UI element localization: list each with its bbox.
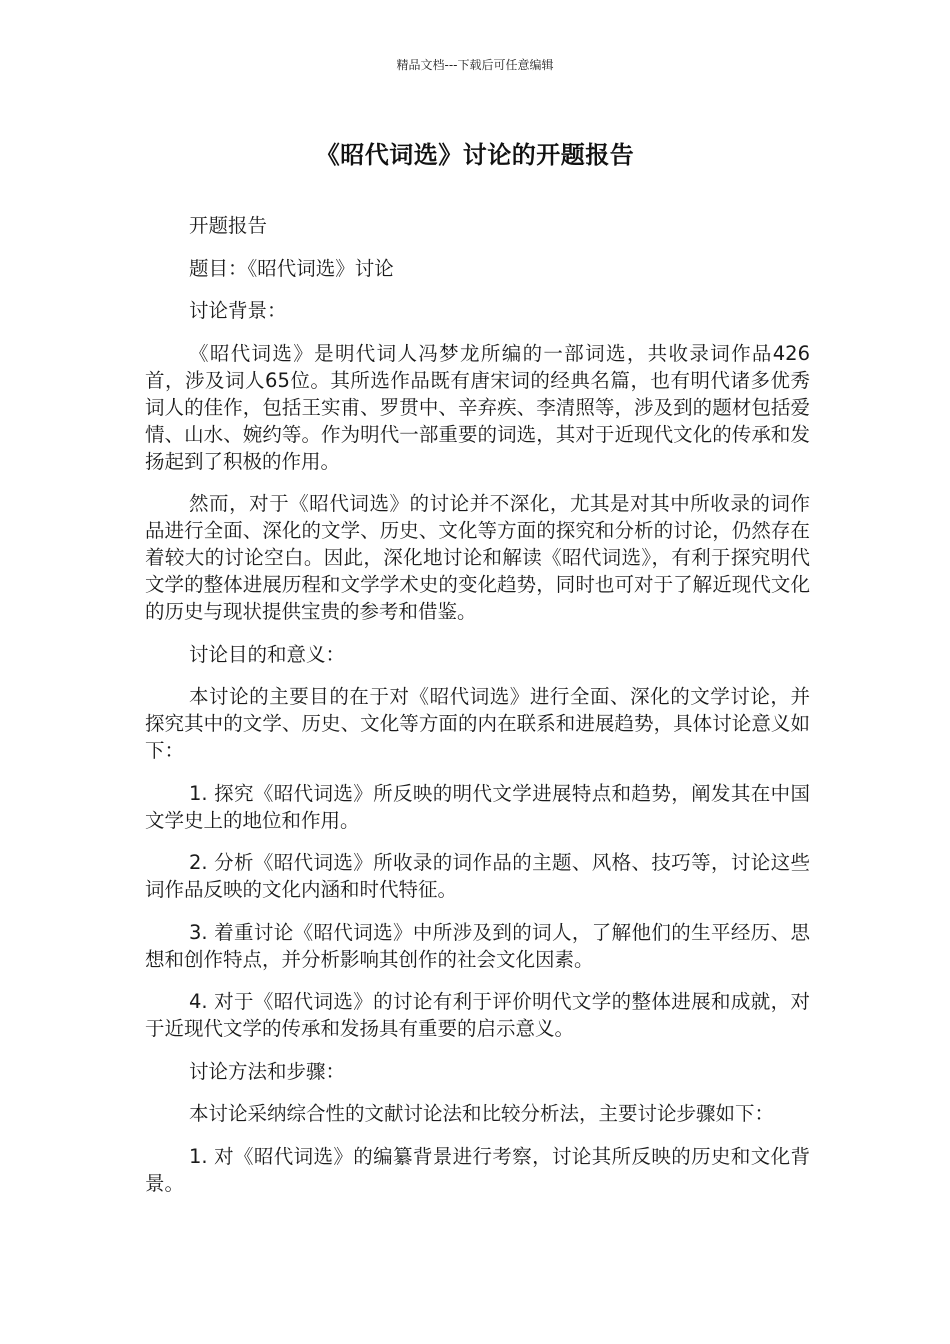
document-title: 《昭代词选》讨论的开题报告 [315, 141, 635, 169]
list-item-method-1: 1. 对《昭代词选》的编纂背景进行考察，讨论其所反映的历史和文化背景。 [145, 1144, 810, 1195]
list-item-purpose-3: 3. 着重讨论《昭代词选》中所涉及到的词人，了解他们的生平经历、思想和创作特点，并分析影响其创作的社会文化因素。 [145, 920, 810, 971]
list-item-purpose-4: 4. 对于《昭代词选》的讨论有利于评价明代文学的整体进展和成就，对于近现代文学的传承和发扬具有重要的启示意义。 [145, 990, 810, 1040]
paragraph-background-1: 《昭代词选》是明代词人冯梦龙所编的一部词选，共收录词作品426首，涉及词人65位。其所选作品既有唐宋词的经典名篇，也有明代诸多优秀词人的佳作，包括王实甫、罗贯中、辛弃疾、李清照等，涉及到的题材包括爱情、山水、婉约等。作为明代一部重要的词选，其对于近现代文化的传承和发扬起到了积极的作用。 [145, 341, 810, 473]
header-note: 精品文档---下载后可任意编辑 [396, 58, 554, 72]
document-body [145, 212, 810, 1212]
paragraph-background-2: 然而，对于《昭代词选》的讨论并不深化，尤其是对其中所收录的词作品进行全面、深化的文学、历史、文化等方面的探究和分析的讨论，仍然存在着较大的讨论空白。因此，深化地讨论和解读《昭代词选》，有利于探究明代文学的整体进展历程和文学学术史的变化趋势，同时也可对于了解近现代文化的历史与现状提供宝贵的参考和借鉴。 [145, 492, 810, 623]
section-heading-background: 讨论背景： [189, 299, 287, 322]
paragraph-methods-intro: 本讨论采纳综合性的文献讨论法和比较分析法，主要讨论步骤如下： [189, 1102, 775, 1125]
section-heading-methods: 讨论方法和步骤： [189, 1059, 346, 1083]
paragraph-topic: 题目：《昭代词选》讨论 [189, 256, 394, 280]
paragraph-purpose-intro: 本讨论的主要目的在于对《昭代词选》进行全面、深化的文学讨论，并探究其中的文学、历史、文化等方面的内在联系和进展趋势，具体讨论意义如下： [145, 685, 810, 762]
list-item-purpose-1: 1. 探究《昭代词选》所反映的明代文学进展特点和趋势，阐发其在中国文学史上的地位和作用。 [145, 781, 810, 832]
list-item-purpose-2: 2. 分析《昭代词选》所收录的词作品的主题、风格、技巧等，讨论这些词作品反映的文化内涵和时代特征。 [145, 851, 810, 901]
section-heading-purpose: 讨论目的和意义： [189, 642, 346, 666]
paragraph-report-label: 开题报告 [189, 214, 268, 237]
